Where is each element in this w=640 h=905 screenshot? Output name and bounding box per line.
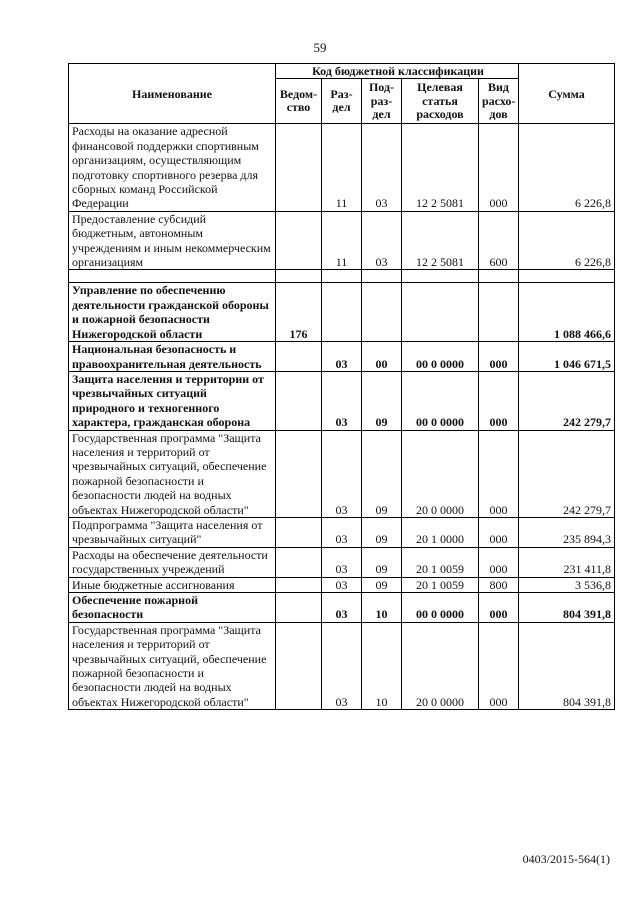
row-vedomstvo xyxy=(276,593,322,623)
row-sum: 3 536,8 xyxy=(519,577,615,592)
row-name: Управление по обеспечению деятельности гражданской обороны и пожарной безопасности Нижегородской области xyxy=(69,283,276,342)
row-sum: 242 279,7 xyxy=(519,371,615,430)
row-razdel: 03 xyxy=(322,517,362,547)
header-razdel: Раз-дел xyxy=(322,79,362,124)
row-vedomstvo xyxy=(276,371,322,430)
row-vedomstvo xyxy=(276,342,322,372)
row-vid-rashodov: 000 xyxy=(479,430,519,517)
row-podrazdel: 10 xyxy=(362,622,402,709)
row-vedomstvo xyxy=(276,270,322,283)
row-vid-rashodov: 000 xyxy=(479,517,519,547)
row-razdel: 03 xyxy=(322,593,362,623)
document-code: 0403/2015-564(1) xyxy=(522,852,610,866)
row-razdel: 03 xyxy=(322,430,362,517)
row-sum: 242 279,7 xyxy=(519,430,615,517)
row-celevaya-statya: 20 0 0000 xyxy=(402,622,479,709)
row-sum: 231 411,8 xyxy=(519,547,615,577)
row-name: Подпрограмма "Защита населения от чрезвычайных ситуаций" xyxy=(69,517,276,547)
row-podrazdel xyxy=(362,270,402,283)
row-vedomstvo xyxy=(276,430,322,517)
row-podrazdel: 09 xyxy=(362,371,402,430)
table-row xyxy=(69,517,615,547)
row-celevaya-statya: 20 1 0000 xyxy=(402,517,479,547)
row-celevaya-statya: 20 0 0000 xyxy=(402,430,479,517)
row-podrazdel: 00 xyxy=(362,342,402,372)
row-celevaya-statya: 00 0 0000 xyxy=(402,593,479,623)
table-row xyxy=(69,547,615,577)
row-vid-rashodov xyxy=(479,270,519,283)
row-sum: 6 226,8 xyxy=(519,211,615,270)
row-podrazdel: 09 xyxy=(362,430,402,517)
row-celevaya-statya: 20 1 0059 xyxy=(402,577,479,592)
row-razdel: 03 xyxy=(322,342,362,372)
row-name: Иные бюджетные ассигнования xyxy=(69,577,276,592)
header-name: Наименование xyxy=(69,64,276,124)
row-razdel: 11 xyxy=(322,124,362,211)
row-celevaya-statya xyxy=(402,283,479,342)
row-razdel xyxy=(322,270,362,283)
row-sum xyxy=(519,270,615,283)
row-celevaya-statya: 00 0 0000 xyxy=(402,371,479,430)
row-sum: 804 391,8 xyxy=(519,593,615,623)
row-vedomstvo xyxy=(276,124,322,211)
row-podrazdel: 10 xyxy=(362,593,402,623)
row-celevaya-statya: 20 1 0059 xyxy=(402,547,479,577)
row-sum: 235 894,3 xyxy=(519,517,615,547)
table-row xyxy=(69,283,615,342)
table-row xyxy=(69,342,615,372)
row-podrazdel: 09 xyxy=(362,517,402,547)
row-name: Национальная безопасность и правоохранительная деятельность xyxy=(69,342,276,372)
row-razdel: 03 xyxy=(322,577,362,592)
header-vid-rashodov: Вид расхо-дов xyxy=(479,79,519,124)
row-sum: 1 046 671,5 xyxy=(519,342,615,372)
table-row xyxy=(69,124,615,211)
table-row xyxy=(69,430,615,517)
header-sum: Сумма xyxy=(519,64,615,124)
header-podrazdel: Под-раз-дел xyxy=(362,79,402,124)
row-name: Государственная программа "Защита населения и территорий от чрезвычайных ситуаций, обеспечение пожарной безопасности и безопасности людей на водных объектах Нижегородской области" xyxy=(69,622,276,709)
row-celevaya-statya: 00 0 0000 xyxy=(402,342,479,372)
row-vedomstvo xyxy=(276,622,322,709)
header-vedomstvo: Ведом-ство xyxy=(276,79,322,124)
table-row xyxy=(69,371,615,430)
row-vid-rashodov: 000 xyxy=(479,547,519,577)
row-name: Предоставление субсидий бюджетным, автономным учреждениям и иным некоммерческим организациям xyxy=(69,211,276,270)
row-vid-rashodov: 000 xyxy=(479,622,519,709)
row-vedomstvo xyxy=(276,577,322,592)
row-vedomstvo: 176 xyxy=(276,283,322,342)
row-name xyxy=(69,270,276,283)
row-vid-rashodov: 000 xyxy=(479,593,519,623)
row-vid-rashodov: 800 xyxy=(479,577,519,592)
row-vedomstvo xyxy=(276,547,322,577)
row-sum: 6 226,8 xyxy=(519,124,615,211)
row-vedomstvo xyxy=(276,211,322,270)
row-podrazdel: 09 xyxy=(362,547,402,577)
table-row xyxy=(69,577,615,592)
row-name: Обеспечение пожарной безопасности xyxy=(69,593,276,623)
table-row xyxy=(69,593,615,623)
row-podrazdel: 03 xyxy=(362,124,402,211)
row-razdel: 03 xyxy=(322,371,362,430)
row-razdel xyxy=(322,283,362,342)
page-number: 59 xyxy=(313,40,327,55)
header-celevaya-statya: Целевая статья расходов xyxy=(402,79,479,124)
table-row xyxy=(69,622,615,709)
row-podrazdel: 03 xyxy=(362,211,402,270)
row-vedomstvo xyxy=(276,517,322,547)
row-razdel: 11 xyxy=(322,211,362,270)
row-sum: 1 088 466,6 xyxy=(519,283,615,342)
row-podrazdel: 09 xyxy=(362,577,402,592)
row-sum: 804 391,8 xyxy=(519,622,615,709)
row-vid-rashodov xyxy=(479,283,519,342)
budget-table xyxy=(68,63,615,710)
row-name: Защита населения и территории от чрезвычайных ситуаций природного и техногенного характера, гражданская оборона xyxy=(69,371,276,430)
header-budget-code: Код бюджетной классификации xyxy=(276,64,519,79)
row-vid-rashodov: 000 xyxy=(479,371,519,430)
row-name: Расходы на оказание адресной финансовой поддержки спортивным организациям, осуществляющим подготовку спортивного резерва для сборных команд Российской Федерации xyxy=(69,124,276,211)
table-row xyxy=(69,211,615,270)
row-celevaya-statya xyxy=(402,270,479,283)
row-razdel: 03 xyxy=(322,547,362,577)
row-name: Государственная программа "Защита населения и территорий от чрезвычайных ситуаций, обеспечение пожарной безопасности и безопасности людей на водных объектах Нижегородской области" xyxy=(69,430,276,517)
table-row xyxy=(69,270,615,283)
row-vid-rashodov: 000 xyxy=(479,342,519,372)
row-celevaya-statya: 12 2 5081 xyxy=(402,124,479,211)
row-vid-rashodov: 600 xyxy=(479,211,519,270)
row-vid-rashodov: 000 xyxy=(479,124,519,211)
row-name: Расходы на обеспечение деятельности государственных учреждений xyxy=(69,547,276,577)
row-razdel: 03 xyxy=(322,622,362,709)
row-celevaya-statya: 12 2 5081 xyxy=(402,211,479,270)
row-podrazdel xyxy=(362,283,402,342)
